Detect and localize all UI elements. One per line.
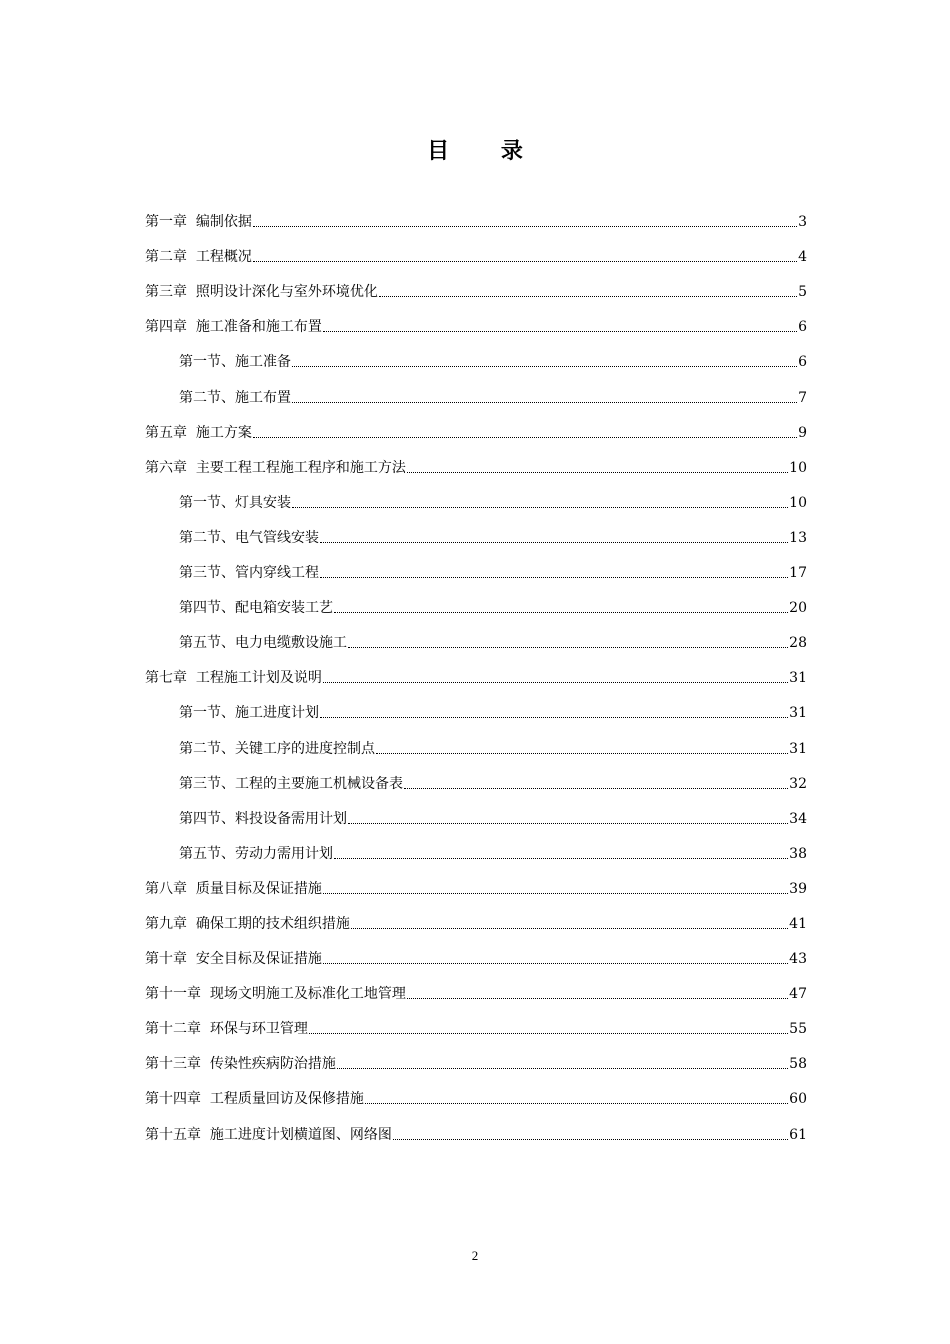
toc-entry-label: 第九章 确保工期的技术组织措施 <box>145 915 350 932</box>
toc-section-entry[interactable] <box>145 758 807 793</box>
toc-entry-label: 第十四章 工程质量回访及保修措施 <box>145 1091 364 1108</box>
toc-chapter-entry[interactable] <box>145 863 807 898</box>
toc-entry-label: 第四节、配电箱安装工艺 <box>179 600 333 617</box>
toc-entry-page-number: 6 <box>798 319 807 336</box>
toc-entry-label: 第七章 工程施工计划及说明 <box>145 670 322 687</box>
toc-entry-label: 第四节、料投设备需用计划 <box>179 810 347 827</box>
toc-entry-label: 第八章 质量目标及保证措施 <box>145 880 322 897</box>
toc-chapter-entry[interactable] <box>145 442 807 477</box>
toc-chapter-entry[interactable] <box>145 1003 807 1038</box>
toc-dot-leader <box>376 753 788 754</box>
toc-section-entry[interactable] <box>145 617 807 652</box>
toc-entry-label: 第四章 施工准备和施工布置 <box>145 319 322 336</box>
toc-title: 目 录 <box>427 138 545 164</box>
toc-entry-label: 第一节、施工准备 <box>179 354 291 371</box>
toc-entry-page-number: 28 <box>789 635 807 652</box>
toc-dot-leader <box>379 296 797 297</box>
toc-dot-leader <box>404 788 788 789</box>
toc-entry-page-number: 31 <box>789 705 807 722</box>
toc-entry-page-number: 20 <box>789 600 807 617</box>
toc-dot-leader <box>348 647 788 648</box>
toc-section-entry[interactable] <box>145 547 807 582</box>
toc-chapter-entry[interactable] <box>145 301 807 336</box>
toc-section-entry[interactable] <box>145 722 807 757</box>
toc-dot-leader <box>292 507 788 508</box>
toc-entry-label: 第二节、电气管线安装 <box>179 529 319 546</box>
toc-dot-leader <box>334 612 788 613</box>
toc-section-entry[interactable] <box>145 582 807 617</box>
toc-dot-leader <box>407 472 788 473</box>
toc-dot-leader <box>323 893 788 894</box>
toc-entry-page-number: 58 <box>789 1056 807 1073</box>
toc-entry-label: 第五节、劳动力需用计划 <box>179 845 333 862</box>
toc-dot-leader <box>292 366 797 367</box>
toc-entry-page-number: 4 <box>798 249 807 266</box>
toc-dot-leader <box>292 402 797 403</box>
toc-entry-page-number: 3 <box>798 214 807 231</box>
toc-dot-leader <box>323 682 788 683</box>
toc-entry-label: 第二节、关键工序的进度控制点 <box>179 740 375 757</box>
toc-dot-leader <box>393 1139 788 1140</box>
toc-dot-leader <box>337 1068 788 1069</box>
toc-entry-page-number: 31 <box>789 670 807 687</box>
toc-entry-page-number: 41 <box>789 915 807 932</box>
toc-entry-page-number: 10 <box>789 494 807 511</box>
toc-entry-page-number: 43 <box>789 951 807 968</box>
toc-entry-label: 第二章 工程概况 <box>145 249 252 266</box>
toc-section-entry[interactable] <box>145 512 807 547</box>
toc-entry-label: 第六章 主要工程工程施工程序和施工方法 <box>145 459 406 476</box>
toc-entry-page-number: 9 <box>798 424 807 441</box>
toc-dot-leader <box>253 226 797 227</box>
toc-chapter-entry[interactable] <box>145 1073 807 1108</box>
toc-entry-page-number: 17 <box>789 565 807 582</box>
toc-section-entry[interactable] <box>145 371 807 406</box>
toc-dot-leader <box>407 998 788 999</box>
toc-entry-page-number: 6 <box>798 354 807 371</box>
toc-chapter-entry[interactable] <box>145 196 807 231</box>
toc-dot-leader <box>253 261 797 262</box>
toc-section-entry[interactable] <box>145 336 807 371</box>
toc-entry-page-number: 32 <box>789 775 807 792</box>
toc-entry-label: 第一节、施工进度计划 <box>179 705 319 722</box>
toc-chapter-entry[interactable] <box>145 1038 807 1073</box>
toc-section-entry[interactable] <box>145 477 807 512</box>
toc-entry-page-number: 39 <box>789 880 807 897</box>
toc-entry-page-number: 38 <box>789 845 807 862</box>
toc-chapter-entry[interactable] <box>145 933 807 968</box>
toc-chapter-entry[interactable] <box>145 231 807 266</box>
toc-dot-leader <box>348 823 788 824</box>
toc-list <box>145 196 807 1144</box>
toc-entry-page-number: 31 <box>789 740 807 757</box>
toc-entry-page-number: 47 <box>789 986 807 1003</box>
toc-dot-leader <box>309 1033 788 1034</box>
toc-entry-label: 第一节、灯具安装 <box>179 494 291 511</box>
toc-entry-label: 第一章 编制依据 <box>145 214 252 231</box>
toc-entry-label: 第五章 施工方案 <box>145 424 252 441</box>
toc-entry-label: 第三章 照明设计深化与室外环境优化 <box>145 284 378 301</box>
toc-dot-leader <box>365 1103 788 1104</box>
toc-dot-leader <box>320 717 788 718</box>
toc-chapter-entry[interactable] <box>145 898 807 933</box>
toc-chapter-entry[interactable] <box>145 968 807 1003</box>
toc-entry-label: 第五节、电力电缆敷设施工 <box>179 635 347 652</box>
toc-dot-leader <box>334 858 788 859</box>
toc-entry-label: 第十一章 现场文明施工及标准化工地管理 <box>145 986 406 1003</box>
toc-chapter-entry[interactable] <box>145 1108 807 1143</box>
toc-entry-page-number: 61 <box>789 1126 807 1143</box>
toc-dot-leader <box>323 963 788 964</box>
toc-dot-leader <box>320 577 788 578</box>
toc-section-entry[interactable] <box>145 828 807 863</box>
toc-entry-label: 第二节、施工布置 <box>179 389 291 406</box>
toc-dot-leader <box>253 437 797 438</box>
toc-dot-leader <box>323 331 797 332</box>
toc-entry-page-number: 34 <box>789 810 807 827</box>
toc-chapter-entry[interactable] <box>145 652 807 687</box>
toc-entry-page-number: 5 <box>798 284 807 301</box>
toc-entry-label: 第三节、工程的主要施工机械设备表 <box>179 775 403 792</box>
toc-chapter-entry[interactable] <box>145 407 807 442</box>
toc-entry-label: 第十三章 传染性疾病防治措施 <box>145 1056 336 1073</box>
page-number: 2 <box>471 1248 479 1263</box>
toc-entry-page-number: 10 <box>789 459 807 476</box>
toc-entry-page-number: 7 <box>798 389 807 406</box>
toc-entry-label: 第三节、管内穿线工程 <box>179 565 319 582</box>
toc-entry-page-number: 55 <box>789 1021 807 1038</box>
toc-entry-label: 第十章 安全目标及保证措施 <box>145 951 322 968</box>
toc-chapter-entry[interactable] <box>145 266 807 301</box>
toc-section-entry[interactable] <box>145 793 807 828</box>
toc-entry-label: 第十二章 环保与环卫管理 <box>145 1021 308 1038</box>
toc-entry-page-number: 13 <box>789 529 807 546</box>
toc-entry-label: 第十五章 施工进度计划横道图、网络图 <box>145 1126 392 1143</box>
toc-dot-leader <box>351 928 788 929</box>
toc-entry-page-number: 60 <box>789 1091 807 1108</box>
toc-dot-leader <box>320 542 788 543</box>
toc-section-entry[interactable] <box>145 687 807 722</box>
